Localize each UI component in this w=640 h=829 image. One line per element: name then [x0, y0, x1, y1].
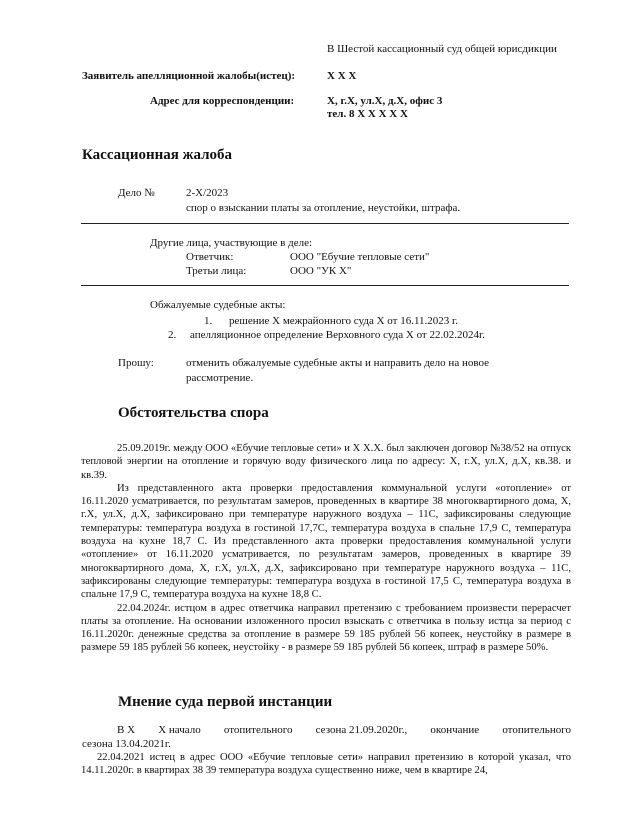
act-1-text: решение Х межрайонного суда Х от 16.11.2023 г. — [229, 315, 459, 327]
third-parties-label: Третьи лица: — [186, 265, 247, 277]
divider-1 — [81, 223, 569, 224]
first-instance-paragraph-2: 22.04.2021 истец в адрес ООО «Ебучие тепловые сети» направил претензию в которой указал, что 14.11.2020г. в квартирах 38 39 температура воздуха существенно ниже, чем в квартире 24, — [81, 752, 571, 777]
circumstances-paragraph-2: Из представленного акта проверки предоставления коммунальной услуги «отопление» от 16.11.2020 усматривается, по результатам замеров, проведенных в квартире 38 многоквартирного дома, Х, г.Х, ул.Х, д.Х, зафиксировано при температуре наружного воздуха – 11С, зафиксированы следующие температуры: температура воздуха в гостиной 17,7С, температура воздуха в спальне 17,9 С, температура воздуха на кухне 18,7 С. Из представленного акта проверки предоставления коммунальной услуги «отопление» от 16.11.2020 усматривается, по результатам замеров, проведенных в квартире 39 многоквартирного дома, Х, г.Х, ул.Х, д.Х, зафиксировано при температуре наружного воздуха – 11С, зафиксированы следующие температуры: температура воздуха в гостиной 17,5 С, температура воздуха в спальне 17,9 С, температура воздуха на кухне 18,8 С. — [81, 482, 571, 601]
word: В Х — [117, 724, 136, 736]
request-line1: отменить обжалуемые судебные акты и направить дело на новое — [186, 357, 489, 369]
act-2-number: 2. — [168, 329, 177, 341]
case-subject: спор о взыскании платы за отопление, неустойки, штрафа. — [186, 202, 461, 214]
word: отопительного — [502, 724, 571, 736]
case-label: Дело № — [118, 187, 155, 199]
request-label: Прошу: — [118, 357, 154, 369]
address-line1: Х, г.Х, ул.Х, д.Х, офис 3 — [327, 95, 443, 107]
first-instance-line-1 — [117, 723, 571, 737]
circumstances-paragraph-1: 25.09.2019г. между ООО «Ебучие тепловые сети» и Х Х.Х. был заключен договор №38/52 на отпуск тепловой энергии на отопление и горячую воду физического лица по адресу: Х, г.Х, ул.Х, д.Х, кв.38. и кв.39. — [81, 443, 571, 481]
court-name: В Шестой кассационный суд общей юрисдикции — [327, 43, 557, 55]
request-line2: рассмотрение. — [186, 372, 254, 384]
parties-heading: Другие лица, участвующие в деле: — [150, 237, 313, 249]
first-instance-text — [81, 751, 571, 778]
act-1-number: 1. — [204, 315, 213, 327]
word: Х начало — [158, 724, 201, 736]
first-instance-line-2: сезона 13.04.2021г. — [82, 738, 171, 750]
defendant-label: Ответчик: — [186, 251, 234, 263]
divider-2 — [81, 285, 569, 286]
third-parties-value: ООО "УК Х" — [290, 265, 352, 277]
word: сезона 21.09.2020г., — [315, 724, 408, 736]
applicant-value: Х Х Х — [327, 70, 357, 82]
applicant-label: Заявитель апелляционной жалобы(истец): — [82, 70, 296, 82]
address-phone: тел. 8 Х Х Х Х Х — [327, 108, 408, 120]
circumstances-text — [81, 442, 571, 655]
case-number: 2-Х/2023 — [186, 187, 229, 199]
section-first-instance-title: Мнение суда первой инстанции — [118, 694, 333, 710]
circumstances-paragraph-3: 22.04.2024г. истцом в адрес ответчика направил претензию с требованием произвести перерасчет платы за отопление. На основании изложенного просил взыскать с ответчика в пользу истца за период с 16.11.2020г. денежные средства за отопление в размере 59 185 рублей 56 копеек, неустойку в размере в размере 59 185 рублей 56 копеек, неустойку - в размере 59 185 рублей 56 копеек, штраф в размере 50%. — [81, 602, 571, 654]
word: отопительного — [223, 724, 293, 736]
defendant-value: ООО "Ебучие тепловые сети" — [290, 251, 430, 263]
section-circumstances-title: Обстоятельства спора — [118, 405, 269, 421]
document-title: Кассационная жалоба — [82, 147, 233, 163]
acts-heading: Обжалуемые судебные акты: — [150, 299, 286, 311]
word: окончание — [430, 724, 480, 736]
act-2-text: апелляционное определение Верховного суда Х от 22.02.2024г. — [190, 329, 486, 341]
address-label: Адрес для корреспонденции: — [150, 95, 295, 107]
